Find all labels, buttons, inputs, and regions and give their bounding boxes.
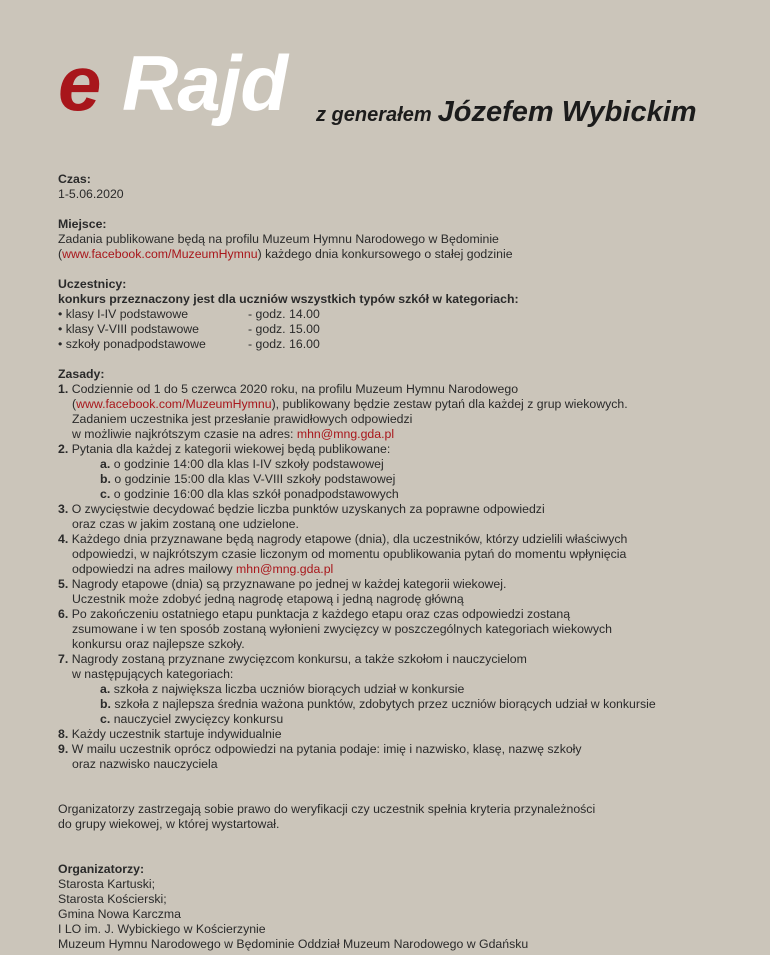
miejsce-heading: Miejsce: <box>58 217 107 231</box>
note-line2: do grupy wiekowej, w której wystartował. <box>58 817 280 831</box>
rule-7-item: a. szkoła z największa liczba uczniów biorących udział w konkursie <box>100 682 465 696</box>
czas-heading: Czas: <box>58 172 91 186</box>
subtitle <box>316 96 697 129</box>
logo-rajd: Rajd <box>122 39 288 127</box>
miejsce-line2: (www.facebook.com/MuzeumHymnu) każdego dnia konkursowego o stałej godzinie <box>58 247 513 261</box>
rule-7: 7. Nagrody zostaną przyznane zwycięzcom konkursu, a także szkołom i nauczycielom <box>58 652 527 666</box>
uczestnicy-heading: Uczestnicy: <box>58 277 127 291</box>
miejsce-line1: Zadania publikowane będą na profilu Muzeum Hymnu Narodowego w Będominie <box>58 232 499 246</box>
rule-5: 5. Nagrody etapowe (dnia) są przyznawane po jednej w każdej kategorii wiekowej. <box>58 577 507 591</box>
rule-2: 2. Pytania dla każdej z kategorii wiekowej będą publikowane: <box>58 442 391 456</box>
organizatorzy-heading: Organizatorzy: <box>58 862 145 876</box>
rule-7-item: b. szkoła z najlepsza średnia ważona punktów, zdobytych przez uczniów biorących udział w konkursie <box>100 697 656 711</box>
facebook-link[interactable]: www.facebook.com/MuzeumHymnu <box>62 247 258 261</box>
category-row: • klasy I-IV podstawowe - godz. 14.00 <box>58 307 320 321</box>
rule-2-item: a. o godzinie 14:00 dla klas I-IV szkoły podstawowej <box>100 457 384 471</box>
uczestnicy-intro: konkurs przeznaczony jest dla uczniów wszystkich typów szkół w kategoriach: <box>58 292 519 306</box>
email-link[interactable]: mhn@mng.gda.pl <box>236 562 334 576</box>
rule-8: 8. Każdy uczestnik startuje indywidualnie <box>58 727 282 741</box>
rule-7-item: c. nauczyciel zwycięzcy konkursu <box>100 712 284 726</box>
organizer-item: Gmina Nowa Karczma <box>58 907 182 921</box>
email-link[interactable]: mhn@mng.gda.pl <box>296 427 395 441</box>
czas-value: 1-5.06.2020 <box>58 187 124 201</box>
note-line1: Organizatorzy zastrzegają sobie prawo do weryfikacji czy uczestnik spełnia kryteria przynależności <box>58 802 596 816</box>
rule-2-item: b. o godzinie 15:00 dla klas V-VIII szkoły podstawowej <box>100 472 396 486</box>
rule-1: 1. Codziennie od 1 do 5 czerwca 2020 roku, na profilu Muzeum Hymnu Narodowego <box>58 382 519 396</box>
organizer-item: Starosta Kartuski; <box>58 877 156 891</box>
rule-9: 9. W mailu uczestnik oprócz odpowiedzi na pytania podaje: imię i nazwisko, klasę, nazwę szkoły <box>58 742 582 756</box>
rule-3: 3. O zwycięstwie decydować będzie liczba punktów uzyskanych za poprawne odpowiedzi <box>58 502 545 516</box>
subtitle-small: z generałem <box>316 104 432 126</box>
organizer-item: I LO im. J. Wybickiego w Kościerzynie <box>58 922 266 936</box>
subtitle-big: Józefem Wybickim <box>437 96 697 128</box>
organizer-item: Muzeum Hymnu Narodowego w Będominie Oddział Muzeum Narodowego w Gdańsku <box>58 937 529 951</box>
category-row: • szkoły ponadpodstawowe - godz. 16.00 <box>58 337 320 351</box>
rule-4: 4. Każdego dnia przyznawane będą nagrody etapowe (dnia), dla uczestników, którzy udzielili właściwych <box>58 532 628 546</box>
rule-2-item: c. o godzinie 16:00 dla klas szkół ponadpodstawowych <box>100 487 399 501</box>
document-body: Czas: 1-5.06.2020 Miejsce: Zadania publikowane będą na profilu Muzeum Hymnu Narodowego w Będominie (www.facebook.com/MuzeumHymnu) każdego dnia konkursowego o stałej godzinie Uczestnicy: konkurs przeznaczony jest dla uczniów wszystkich typów szkół w kategoriach: • klasy I-IV podstawowe - godz. 14.00 • klasy V-VIII podstawowe - godz. 15.00 • szkoły ponadpodstawowe - godz. 16.00 Zasady: 1. Codziennie od 1 do 5 czerwca 2020 roku, na profilu Muzeum Hymnu Narodowego (www.facebook.com/MuzeumHymnu), publikowany będzie zestaw pytań dla każdej z grup wiekowych. Zadaniem uczestnika jest przesłanie prawidłowych odpowiedzi w możliwie najkrótszym czasie na adres: mhn@mng.gda.pl 2. Pytania dla każdej z kategorii wiekowej będą publikowane: a. o godzinie 14:00 dla klas I-IV szkoły podstawowej b. o godzinie 15:00 dla klas V-VIII szkoły podstawowej c. o godzinie 16:00 dla klas szkół ponadpodstawowych 3. O zwycięstwie decydować będzie liczba punktów uzyskanych za poprawne odpowiedzi oraz czas w jakim zostaną one udzielone. 4. Każdego dnia przyznawane będą nagrody etapowe (dnia), dla uczestników, którzy udzielili właściwych odpowiedzi, w najkrótszym czasie liczonym od momentu opublikowania pytań do momentu wpłynięcia odpowiedzi na adres mailowy mhn@mng.gda.pl 5. Nagrody etapowe (dnia) są przyznawane po jednej w każdej kategorii wiekowej. Uczestnik może zdobyć jedną nagrodę etapową i jedną nagrodę główną 6. Po zakończeniu ostatniego etapu punktacja z każdego etapu oraz czas odpowiedzi zostaną zsumowane i w ten sposób zostaną wyłonieni zwycięzcy w poszczególnych kategoriach wiekowych konkursu oraz najlepsze szkoły. 7. Nagrody zostaną przyznane zwycięzcom konkursu, a także szkołom i nauczycielom w następujących kategoriach: a. szkoła z największa liczba uczniów biorących udział w konkursie b. szkoła z najlepsza średnia ważona punktów, zdobytych przez uczniów biorących udział w konkursie c. nauczyciel zwycięzcy konkursu 8. Każdy uczestnik startuje indywidualnie 9. W mailu uczestnik oprócz odpowiedzi na pytania podaje: imię i nazwisko, klasę, nazwę szkoły oraz nazwisko nauczyciela Organizatorzy zastrzegają sobie prawo do weryfikacji czy uczestnik spełnia kryteria przynależności do grupy wiekowej, w której wystartował. Organizatorzy: Starosta Kartuski; Starosta Kościerski; Gmina Nowa Karczma I LO im. J. Wybickiego w Kościerzynie Muzeum Hymnu Narodowego w Będominie Oddział Muzeum Narodowego w Gdańsku <box>58 172 748 952</box>
rule-6: 6. Po zakończeniu ostatniego etapu punktacja z każdego etapu oraz czas odpowiedzi zostaną <box>58 607 571 621</box>
facebook-link[interactable]: www.facebook.com/MuzeumHymnu <box>76 397 272 411</box>
zasady-heading: Zasady: <box>58 367 105 381</box>
category-row: • klasy V-VIII podstawowe - godz. 15.00 <box>58 322 320 336</box>
organizer-item: Starosta Kościerski; <box>58 892 167 906</box>
logo-e: e <box>58 39 100 127</box>
